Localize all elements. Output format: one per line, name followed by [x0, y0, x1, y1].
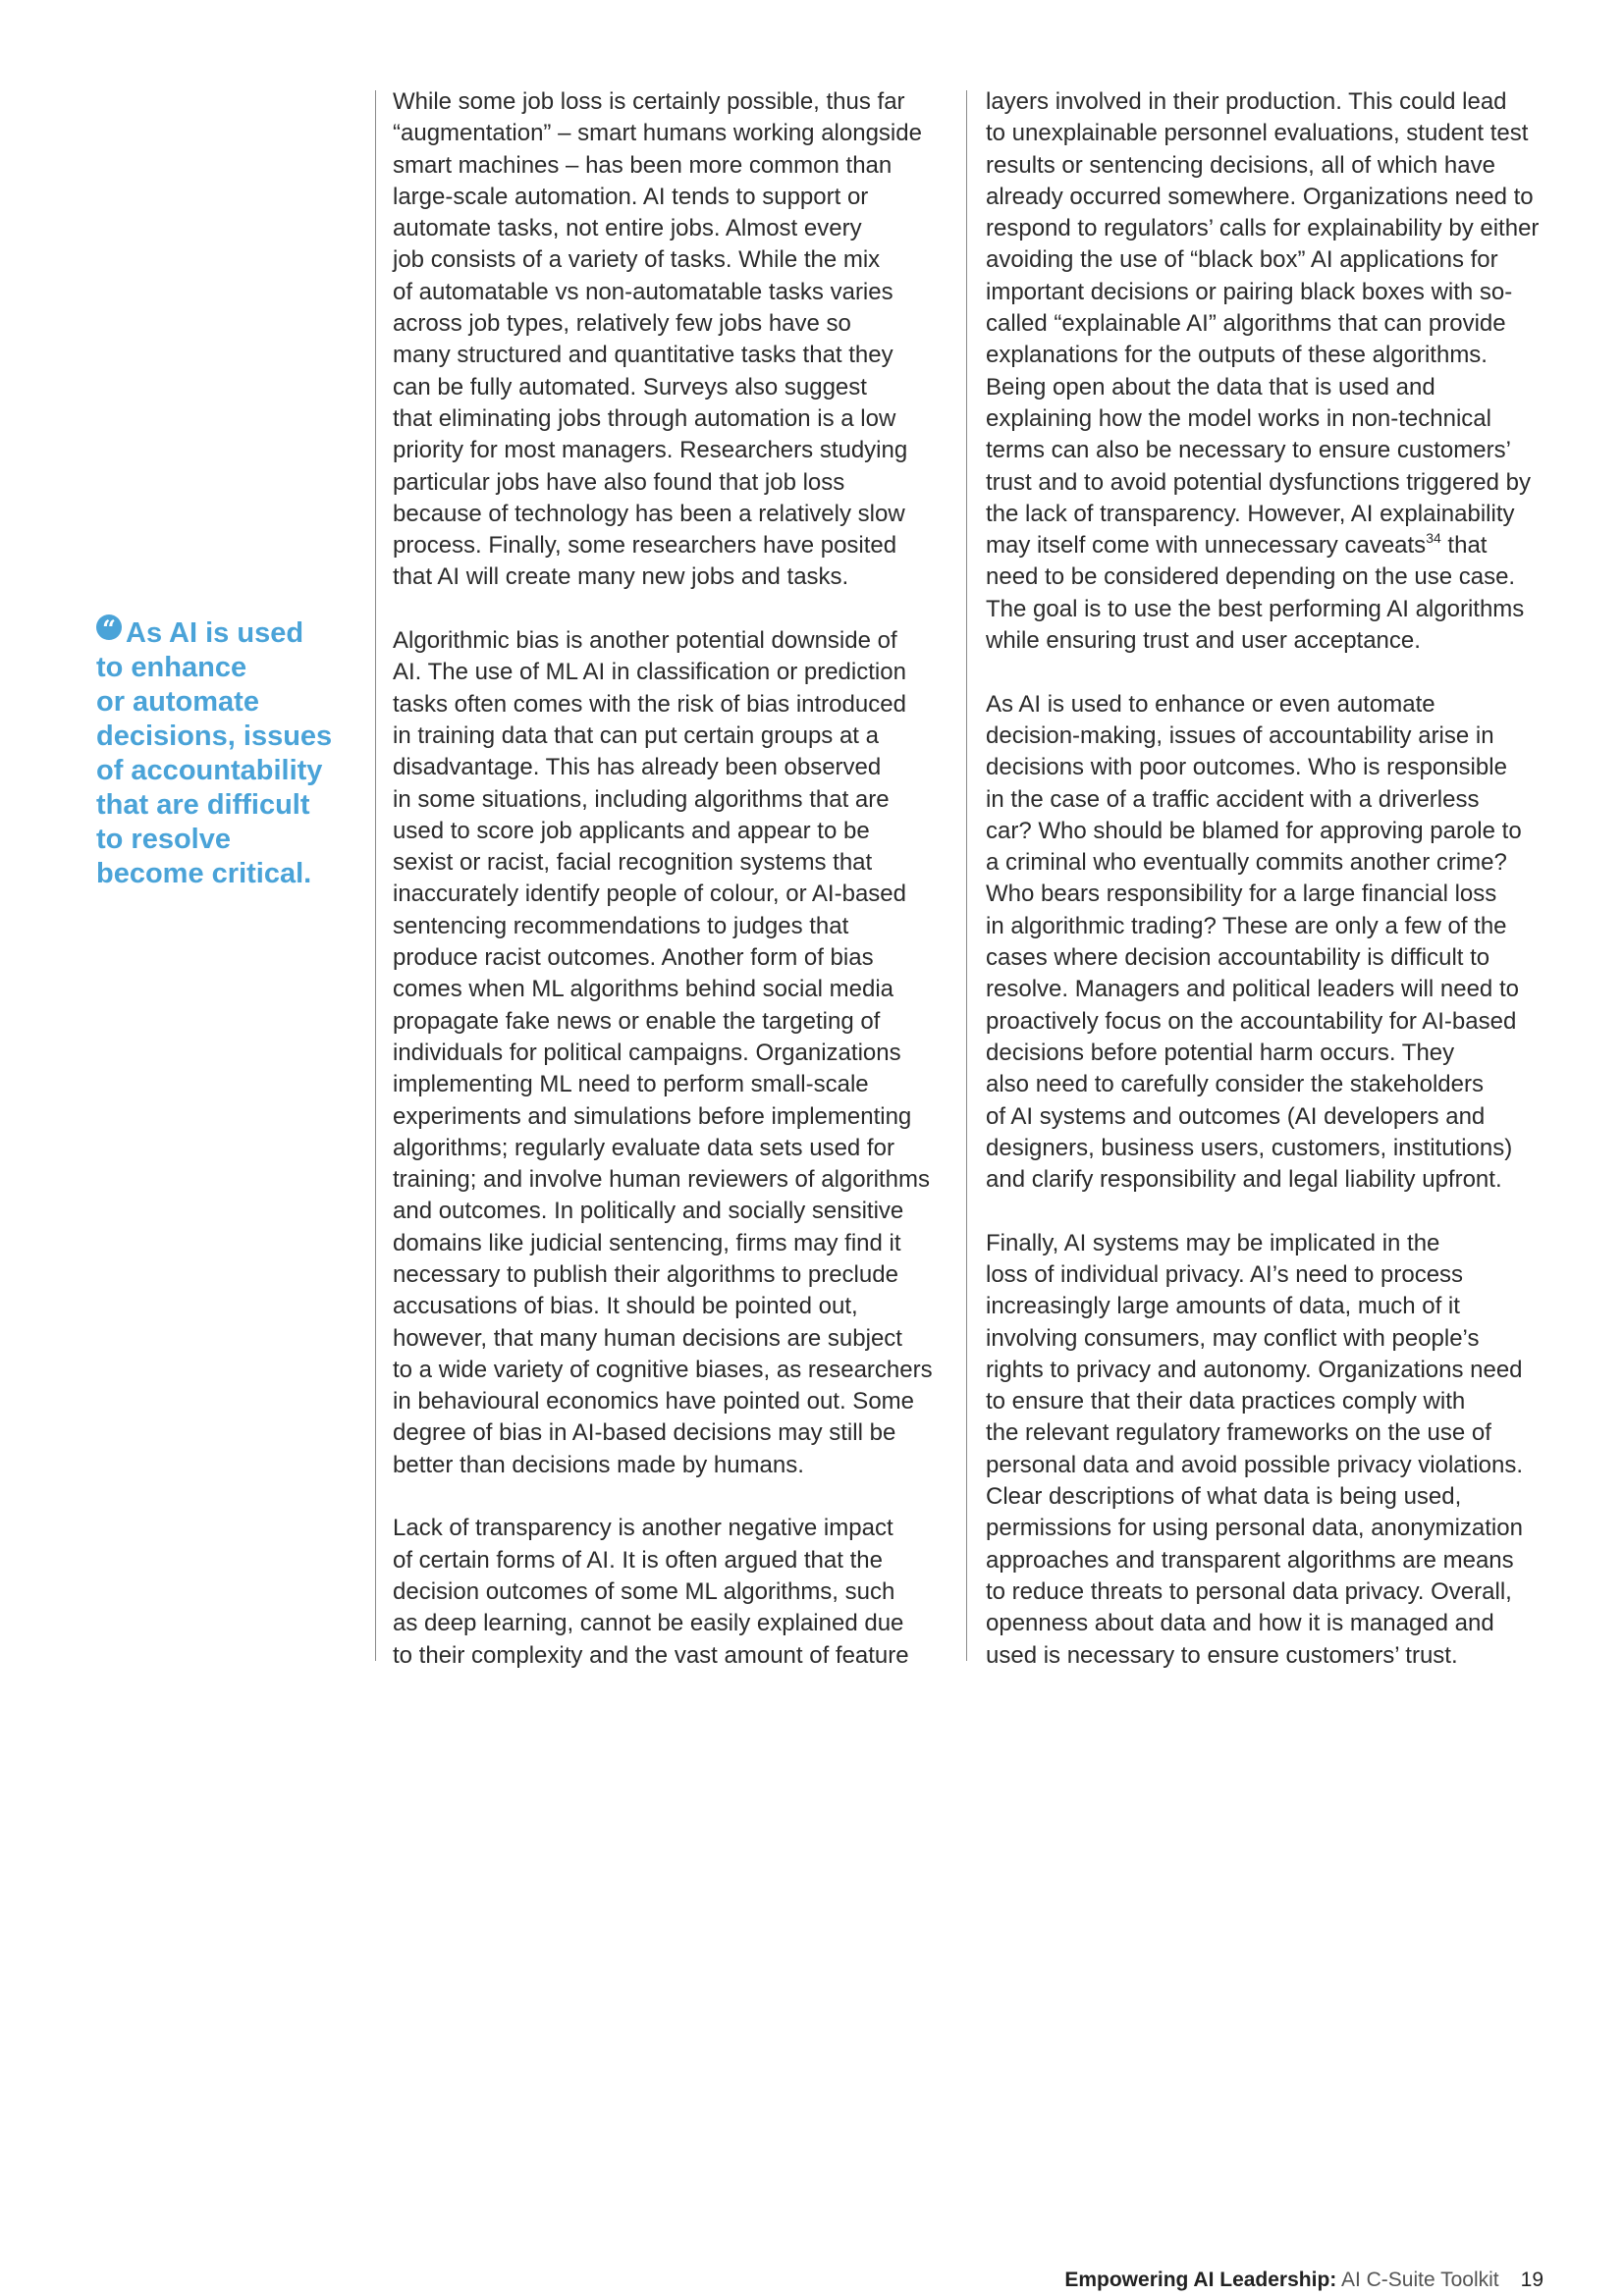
- left-text-column: [393, 86, 954, 1672]
- paragraph-accountability: As AI is used to enhance or even automate decision-making, issues of accountability arise in decisions with poor outcomes. Who is responsible in the case of a traffic accident with a driverless car? Who should be blamed for approving parole to a criminal who eventually commits another crime? Who bears responsibility for a large financial loss in algorithmic trading? These are only a few of the cases where decision accountability is difficult to resolve. Managers and political leaders will need to proactively focus on the accountability for AI-based decisions before potential harm occurs. They also need to carefully consider the stakeholders of AI systems and outcomes (AI developers and designers, business users, customers, institutions) and clarify responsibility and legal liability upfront.: [986, 690, 1522, 1194]
- paragraph-algorithmic-bias: Algorithmic bias is another potential downside of AI. The use of ML AI in classification or prediction tasks often comes with the risk of bias introduced in training data that can put certain groups at a disadvantage. This has already been observed in some situations, including algorithms that are used to score job applicants and appear to be sexist or racist, facial recognition systems that inaccurately identify people of colour, or AI-based sentencing recommendations to judges that produce racist outcomes. Another form of bias comes when ML algorithms behind social media propagate fake news or enable the targeting of individuals for political campaigns. Organizations implementing ML need to perform small-scale experiments and simulations before implementing algorithms; regularly evaluate data sets used for training; and involve human reviewers of algorithms and outcomes. In politically and socially sensitive domains like judicial sentencing, firms may find it necessary to publish their algorithms to preclude accusations of bias. It should be pointed out, however, that many human decisions are subject to a wide variety of cognitive biases, as researchers in behavioural economics have pointed out. Some degree of bias in AI-based decisions may still be better than decisions made by humans.: [393, 627, 933, 1478]
- paragraph-explainability-part2: that need to be considered depending on the use case. The goal is to use the best performing AI algorithms while ensuring trust and user acceptance.: [986, 532, 1525, 655]
- paragraph-explainability-part1: layers involved in their production. This could lead to unexplainable personnel evaluations, student test results or sentencing decisions, all of which have already occurred somewhere. Organizations need to respond to regulators’ calls for explainability by either avoiding the use of “black box” AI applications for important decisions or pairing black boxes with so- called “explainable AI” algorithms that can provide explanations for the outputs of these algorithms. Being open about the data that is used and explaining how the model works in non-technical terms can also be necessary to ensure customers’ trust and to avoid potential dysfunctions triggered by the lack of transparency. However, AI explainability may itself come with unnecessary caveats: [986, 88, 1540, 560]
- paragraph-explainability: [986, 86, 1547, 657]
- quote-icon: “: [96, 614, 122, 640]
- paragraph-transparency: Lack of transparency is another negative impact of certain forms of AI. It is often argued that the decision outcomes of some ML algorithms, such as deep learning, cannot be easily explained due to their complexity and the vast amount of feature: [393, 1515, 909, 1669]
- footnote-reference: 34: [1426, 530, 1441, 547]
- pull-quote-text: As AI is used to enhance or automate decisions, issues of accountability that are difficult to resolve become critical.: [96, 617, 333, 889]
- footer-title-rest: AI C-Suite Toolkit: [1336, 2269, 1499, 2291]
- column-divider-left: [375, 90, 376, 1661]
- page-footer: [1064, 2268, 1543, 2293]
- pull-quote: [96, 614, 337, 891]
- footer-title-bold: Empowering AI Leadership:: [1064, 2269, 1337, 2291]
- column-divider-right: [966, 90, 967, 1661]
- right-text-column: [986, 86, 1547, 1672]
- page-number: 19: [1520, 2269, 1543, 2291]
- paragraph-job-loss: While some job loss is certainly possible, thus far “augmentation” – smart humans working alongside smart machines – has been more common than large-scale automation. AI tends to support or automate tasks, not entire jobs. Almost every job consists of a variety of tasks. While the mix of automatable vs non-automatable tasks varies across job types, relatively few jobs have so many structured and quantitative tasks that they can be fully automated. Surveys also suggest that eliminating jobs through automation is a low priority for most managers. Researchers studying particular jobs have also found that job loss because of technology has been a relatively slow process. Finally, some researchers have posited that AI will create many new jobs and tasks.: [393, 88, 922, 591]
- paragraph-privacy: Finally, AI systems may be implicated in the loss of individual privacy. AI’s need to process increasingly large amounts of data, much of it involving consumers, may conflict with people’s rights to privacy and autonomy. Organizations need to ensure that their data practices comply with the relevant regulatory frameworks on the use of personal data and avoid possible privacy violations. Clear descriptions of what data is being used, permissions for using personal data, anonymization approaches and transparent algorithms are means to reduce threats to personal data privacy. Overall, openness about data and how it is managed and used is necessary to ensure customers’ trust.: [986, 1229, 1523, 1669]
